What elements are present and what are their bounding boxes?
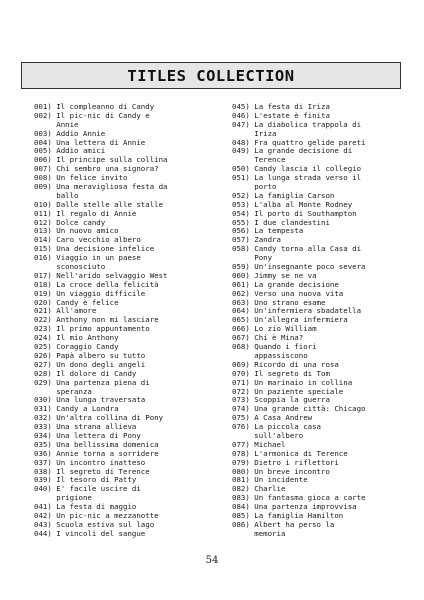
title-banner <box>21 62 401 89</box>
titles-list-right <box>232 103 414 539</box>
title-entry: 010) Dalle stelle alle stalle <box>34 199 164 209</box>
title-entry: 009) Una meravigliosa festa da <box>34 182 168 192</box>
title-entry: 053) L'alba al Monte Rodney <box>232 199 353 209</box>
title-entry: 074) Una grande città: Chicago <box>232 404 366 414</box>
title-entry: 083) Un fantasma gioca a carte <box>232 493 366 503</box>
title-entry: 024) Il mio Anthony <box>34 333 119 343</box>
title-entry: 082) Charlie <box>232 484 286 494</box>
title-entry: 045) La festa di Iriza <box>232 102 330 111</box>
title-entry: 048) Fra quattro gelide pareti <box>232 137 366 147</box>
title-entry: 014) Caro vecchio albero <box>34 235 141 245</box>
title-entry: 050) Candy lascia il collegio <box>232 164 362 174</box>
title-entry: 084) Una partenza improvvisa <box>232 502 357 512</box>
title-entry: 004) Una lettera di Annie <box>34 137 146 147</box>
title-entry: 071) Un marinaio in collina <box>232 377 353 387</box>
title-entry: sull'albero <box>232 430 304 440</box>
title-entry: 023) Il primo appuntamento <box>34 324 150 334</box>
title-entry: 035) Una bellissima domenica <box>34 439 159 449</box>
title-entry: 062) Verso una nuova vita <box>232 288 344 298</box>
title-entry: 003) Addio Annie <box>34 128 106 138</box>
title-entry: 077) Michael <box>232 439 286 449</box>
title-entry: 058) Candy torna alla Casa di <box>232 244 362 254</box>
title-entry: 029) Una partenza piena di <box>34 377 150 387</box>
title-entry: 019) Un viaggio difficile <box>34 288 146 298</box>
title-entry: 012) Dolce candy <box>34 217 106 227</box>
title-entry: 017) Nell'arido selvaggio West <box>34 270 168 280</box>
title-entry: 057) Zandra <box>232 235 281 245</box>
title-entry: 040) E' facile uscire di <box>34 484 141 494</box>
title-entry: 018) La croce della felicità <box>34 279 159 289</box>
title-entry: 031) Candy a Londra <box>34 404 119 414</box>
title-entry: 016) Viaggio in un paese <box>34 253 141 263</box>
title-entry: 075) A Casa Andrew <box>232 413 313 423</box>
title-entry: Pony <box>232 253 273 263</box>
title-entry: Terence <box>232 155 286 165</box>
title-entry: 085) La famiglia Hamilton <box>232 510 344 520</box>
title-entry: 044) I vincoli del sangue <box>34 528 146 538</box>
title-entry: 072) Un paziente speciale <box>232 386 344 396</box>
title-entry: 032) Un'altra collina di Pony <box>34 413 164 423</box>
title-entry: speranza <box>34 386 92 396</box>
titles-list-left <box>34 103 224 539</box>
title-entry: 028) Il dolore di Candy <box>34 368 137 378</box>
title-entry: 052) La famiglia Carson <box>232 190 335 200</box>
title-entry: 049) La grande decisione di <box>232 146 353 156</box>
title-entry: 043) Scuola estiva sul lago <box>34 519 155 529</box>
title-entry: 064) Un'infermiera sbadatella <box>232 306 362 316</box>
title-entry: 026) Papà albero su tutto <box>34 350 146 360</box>
title-entry: prigione <box>34 493 92 503</box>
title-entry: 002) Il pic-nic di Candy e <box>34 110 150 120</box>
title-entry: ballo <box>34 190 79 200</box>
title-entry: 060) Jimmy se ne va <box>232 270 317 280</box>
title-entry: 079) Dietro i riflettori <box>232 457 339 467</box>
page-title: TITLES COLLECTION <box>127 66 295 85</box>
title-entry: 051) La lunga strada verso il <box>232 173 362 183</box>
title-entry: 055) I due clandestini <box>232 217 330 227</box>
title-entry: Iriza <box>232 128 277 138</box>
title-entry: 020) Candy è felice <box>34 297 119 307</box>
title-entry: 037) Un incontro inatteso <box>34 457 146 467</box>
title-entry: 025) Coraggio Candy <box>34 342 119 352</box>
title-entry: memoria <box>232 528 286 538</box>
title-entry: 007) Chi sembro una signora? <box>34 164 159 174</box>
title-entry: 070) Il segreto di Tom <box>232 368 330 378</box>
title-entry: 001) Il compleanno di Candy <box>34 102 155 111</box>
title-entry: 013) Un nuovo amico <box>34 226 119 236</box>
title-entry: 039) Il tesoro di Patty <box>34 475 137 485</box>
title-entry: 078) L'armonica di Terence <box>232 448 348 458</box>
title-entry: 066) Lo zio William <box>232 324 317 334</box>
title-entry: 041) La festa di maggio <box>34 502 137 512</box>
title-entry: 008) Un felice invito <box>34 173 128 183</box>
title-entry: 063) Uno strano esame <box>232 297 326 307</box>
title-entry: 022) Anthony non mi lasciare <box>34 315 159 325</box>
title-entry: 034) Una lettera di Pony <box>34 430 141 440</box>
title-entry: 061) La grande decisione <box>232 279 339 289</box>
title-entry: sconosciuto <box>34 262 106 272</box>
title-entry: 081) Un incidente <box>232 475 308 485</box>
title-entry: 080) Un breve incontro <box>232 466 330 476</box>
title-entry: 076) La piccola casa <box>232 422 321 432</box>
title-entry: 006) Il principe sulla collina <box>34 155 168 165</box>
title-entry: 068) Quando i fiori <box>232 342 317 352</box>
title-entry: 038) Il segreto di Terence <box>34 466 150 476</box>
title-entry: 027) Un dono degli angeli <box>34 359 146 369</box>
title-entry: 067) Chi è Mina? <box>232 333 304 343</box>
title-entry: 056) La tempesta <box>232 226 304 236</box>
title-entry: 086) Albert ha perso la <box>232 519 335 529</box>
title-entry: porto <box>232 182 277 192</box>
page-number: 54 <box>205 555 219 566</box>
title-entry: 073) Scoppia la guerra <box>232 395 330 405</box>
title-entry: 036) Annie torna a sorridere <box>34 448 159 458</box>
title-entry: 046) L'estate è finita <box>232 110 330 120</box>
title-entry: 005) Addio amici <box>34 146 106 156</box>
title-entry: 033) Una strana allieva <box>34 422 137 432</box>
title-entry: 065) Un'allegra infermiera <box>232 315 348 325</box>
title-entry: 069) Ricordo di una rosa <box>232 359 339 369</box>
title-entry: 054) Il porto di Southampton <box>232 208 357 218</box>
title-entry: 047) La diabolica trappola di <box>232 119 362 129</box>
title-entry: 015) Una decisione infelice <box>34 244 155 254</box>
title-entry: 042) Un pic-nic a mezzanotte <box>34 510 159 520</box>
title-entry: 059) Un'insegnante poco severa <box>232 262 366 272</box>
title-entry: 011) Il regalo di Annie <box>34 208 137 218</box>
title-entry: Annie <box>34 119 79 129</box>
title-entry: 021) All'amore <box>34 306 97 316</box>
title-entry: appassiscono <box>232 350 308 360</box>
title-entry: 030) Una lunga traversata <box>34 395 146 405</box>
